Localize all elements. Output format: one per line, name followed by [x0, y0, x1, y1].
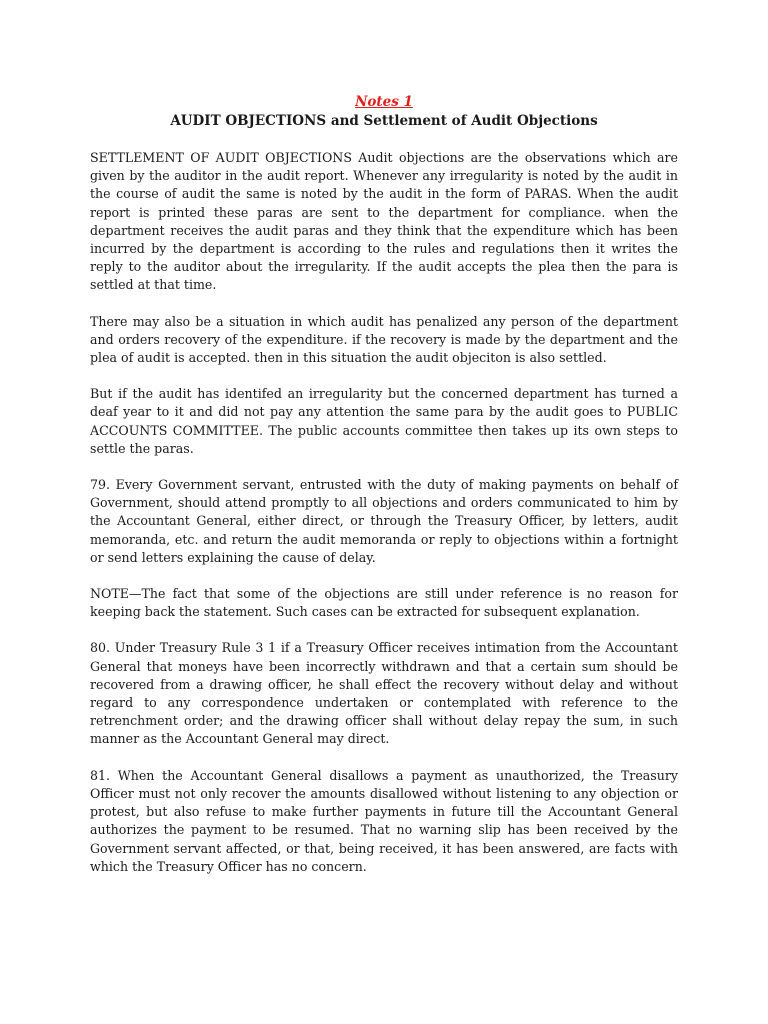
paragraph-rule-81: 81. When the Accountant General disallows a payment as unauthorized, the Treasury Officer must not only recover the amounts disallowed without listening to any objection or protest, but also refuse to make further payments in future till the Accountant General authorizes the payment to be resumed. That no warning slip has been received by the Government servant affected, or that, being received, it has been answered, are facts with which the Treasury Officer has no concern. [90, 767, 678, 874]
paragraph-public-accounts: But if the audit has identifed an irregularity but the concerned department has turned a deaf year to it and did not pay any attention the same para by the audit goes to PUBLIC ACCOUNTS COMMITTEE. The public accounts committee then takes up its own steps to settle the paras. [90, 386, 678, 456]
notes-heading: Notes 1 [355, 94, 413, 110]
paragraph-penalized: There may also be a situation in which audit has penalized any person of the department and orders recovery of the expenditure. if the recovery is made by the department and the plea of audit is accepted. then in this situation the audit objeciton is also settled. [90, 313, 678, 366]
paragraph-rule-80: 80. Under Treasury Rule 3 1 if a Treasury Officer receives intimation from the Accountant General that moneys have been incorrectly withdrawn and that a certain sum should be recovered from a drawing officer, he shall effect the recovery without delay and without regard to any correspondence undertaken or contemplated with reference to the retrenchment order; and the drawing officer shall without delay repay the sum, in such manner as the Accountant General may direct. [90, 640, 678, 747]
paragraph-rule-79: 79. Every Government servant, entrusted with the duty of making payments on behalf of Government, should attend promptly to all objections and orders communicated to him by the Accountant General, either direct, or through the Treasury Officer, by letters, audit memoranda, etc. and return the audit memoranda or reply to objections within a fortnight or send letters explaining the cause of delay. [90, 477, 678, 565]
document-title: AUDIT OBJECTIONS and Settlement of Audit Objections [170, 113, 598, 129]
document-page [90, 93, 678, 876]
paragraph-settlement: SETTLEMENT OF AUDIT OBJECTIONS Audit objections are the observations which are given by the auditor in the audit report. Whenever any irregularity is noted by the audit in the course of audit the same is noted by the audit in the form of PARAS. When the audit report is printed these paras are sent to the department for compliance. when the department receives the audit paras and they think that the expenditure which has been incurred by the department is according to the rules and regulations then it writes the reply to the auditor about the irregularity. If the audit accepts the plea then the para is settled at that time. [90, 150, 678, 293]
paragraph-note: NOTE—The fact that some of the objections are still under reference is no reason for keeping back the statement. Such cases can be extracted for subsequent explanation. [90, 586, 678, 620]
